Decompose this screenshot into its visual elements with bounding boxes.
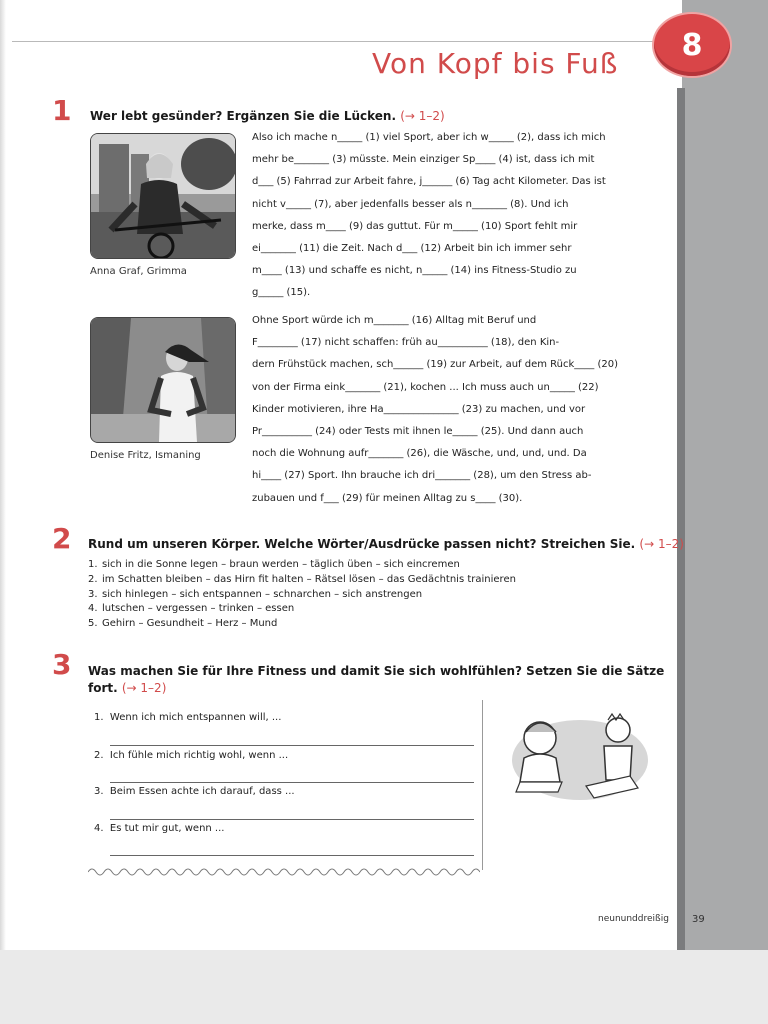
- exercise-1-number: 1: [52, 94, 72, 127]
- text-line: merke, dass m____ (9) das guttut. Für m_____ (10) Sport fehlt mir: [252, 220, 578, 232]
- chapter-title: Von Kopf bis Fuß: [372, 47, 619, 80]
- text-line: mehr be_______ (3) müsste. Mein einziger Sp____ (4) ist, dass ich mit: [252, 154, 595, 166]
- text-line: nicht v_____ (7), aber jedenfalls besser als n_______ (8). Und ich: [252, 198, 569, 210]
- sentence-number: 4.: [94, 823, 104, 834]
- answer-line[interactable]: [110, 855, 474, 856]
- page-left-edge: [0, 0, 6, 950]
- text-line: dern Frühstück machen, sch______ (19) zur Arbeit, auf dem Rück____ (20): [252, 359, 618, 371]
- list-item: [88, 558, 516, 573]
- list-item-number: 2.: [88, 573, 98, 585]
- exercise-2-title-text: Rund um unseren Körper. Welche Wörter/Ausdrücke passen nicht? Streichen Sie.: [88, 537, 636, 551]
- photo-anna-graf: [90, 133, 236, 259]
- text-line: von der Firma eink_______ (21), kochen ... Ich muss auch un_____ (22): [252, 381, 599, 393]
- list-item: [88, 573, 516, 588]
- list-item-text: sich in die Sonne legen – braun werden – täglich üben – sich eincremen: [102, 559, 460, 570]
- page-number-word: neununddreißig: [598, 914, 669, 924]
- writing-people-illustration: [500, 700, 650, 806]
- exercise-2-number: 2: [52, 522, 72, 555]
- list-item: [88, 617, 516, 632]
- list-item-text: lutschen – vergessen – trinken – essen: [102, 603, 295, 615]
- list-item-text: Gehirn – Gesundheit – Herz – Mund: [102, 618, 278, 630]
- cyclist-woman-photo: [91, 134, 235, 258]
- exercise-3-title: [88, 663, 664, 697]
- list-item-text: im Schatten bleiben – das Hirn fit halten – Rätsel lösen – das Gedächtnis trainieren: [102, 573, 516, 585]
- bottom-margin: [0, 950, 768, 1024]
- list-item-number: 3.: [88, 588, 98, 600]
- text-line: Also ich mache n_____ (1) viel Sport, aber ich w_____ (2), dass ich mich: [252, 132, 606, 143]
- sentence-text: Beim Essen achte ich darauf, dass ...: [109, 786, 295, 797]
- gutter-shadow: [677, 88, 685, 950]
- chapter-number-badge: [654, 14, 730, 76]
- page-gutter: [682, 0, 768, 950]
- list-item: [88, 602, 516, 617]
- sentence-starter: [94, 750, 288, 761]
- answer-line[interactable]: [110, 819, 474, 820]
- text-line: Pr__________ (24) oder Tests mit ihnen le_____ (25). Und dann auch: [252, 426, 584, 438]
- list-item-number: 1.: [88, 559, 98, 570]
- runner-woman-photo: [91, 318, 235, 442]
- exercise-2-reference: (→ 1–2): [639, 537, 684, 551]
- exercise-1-title: [90, 109, 445, 123]
- sentence-starter: [94, 712, 281, 723]
- chapter-number: 8: [681, 27, 703, 63]
- text-line: d___ (5) Fahrrad zur Arbeit fahre, j______ (6) Tag acht Kilometer. Das ist: [252, 176, 606, 188]
- exercise-3-title-line-1: Was machen Sie für Ihre Fitness und damit Sie sich wohlfühlen? Setzen Sie die Sätze: [88, 664, 665, 678]
- torn-paper-edge: [88, 866, 480, 878]
- page-number: 39: [692, 914, 705, 925]
- list-item-text: sich hinlegen – sich entspannen – schnarchen – sich anstrengen: [102, 588, 423, 600]
- text-line: Kinder motivieren, ihre Ha_______________ (23) zu machen, und vor: [252, 403, 586, 415]
- text-line: F________ (17) nicht schaffen: früh au__________ (18), den Kin-: [252, 337, 560, 349]
- text-line: hi____ (27) Sport. Ihn brauche ich dri_______ (28), um den Stress ab-: [252, 470, 592, 482]
- sentence-text: Es tut mir gut, wenn ...: [109, 823, 225, 834]
- caption-denise-fritz: Denise Fritz, Ismaning: [90, 450, 201, 461]
- sentence-starter: [94, 823, 224, 834]
- exercise-1-title-text: Wer lebt gesünder? Ergänzen Sie die Lücken.: [90, 109, 397, 123]
- text-line: zubauen und f___ (29) für meinen Alltag zu s____ (30).: [252, 492, 523, 504]
- answer-line[interactable]: [110, 782, 474, 783]
- text-anna-graf: [252, 127, 606, 305]
- sentence-text: Ich fühle mich richtig wohl, wenn ...: [109, 750, 289, 761]
- photo-denise-fritz: [90, 317, 236, 443]
- text-line: m____ (13) und schaffe es nicht, n_____ (14) ins Fitness-Studio zu: [252, 265, 577, 277]
- header-rule: [12, 41, 672, 42]
- list-item-number: 4.: [88, 603, 98, 615]
- answer-line[interactable]: [110, 745, 474, 746]
- text-line: ei_______ (11) die Zeit. Nach d___ (12) Arbeit bin ich immer sehr: [252, 243, 572, 255]
- text-line: noch die Wohnung aufr_______ (26), die Wäsche, und, und, und. Da: [252, 448, 587, 460]
- exercise-3-title-line-2: fort.: [88, 681, 118, 695]
- text-line: g_____ (15).: [252, 287, 311, 299]
- sentence-number: 3.: [94, 786, 104, 797]
- exercise-3-number: 3: [52, 648, 72, 681]
- sentence-number: 1.: [94, 712, 104, 723]
- text-line: Ohne Sport würde ich m_______ (16) Alltag mit Beruf und: [252, 315, 537, 326]
- caption-anna-graf: Anna Graf, Grimma: [90, 266, 187, 277]
- exercise-2-title: [88, 537, 684, 551]
- text-denise-fritz: [252, 310, 618, 510]
- sentence-text: Wenn ich mich entspannen will, ...: [109, 712, 282, 723]
- exercise-3-writing-area: [84, 700, 483, 870]
- exercise-1-reference: (→ 1–2): [400, 109, 445, 123]
- sentence-number: 2.: [94, 750, 104, 761]
- list-item-number: 5.: [88, 618, 98, 630]
- exercise-2-list: [88, 558, 516, 632]
- list-item: [88, 588, 516, 603]
- exercise-3-reference: (→ 1–2): [121, 681, 167, 695]
- sentence-starter: [94, 786, 295, 797]
